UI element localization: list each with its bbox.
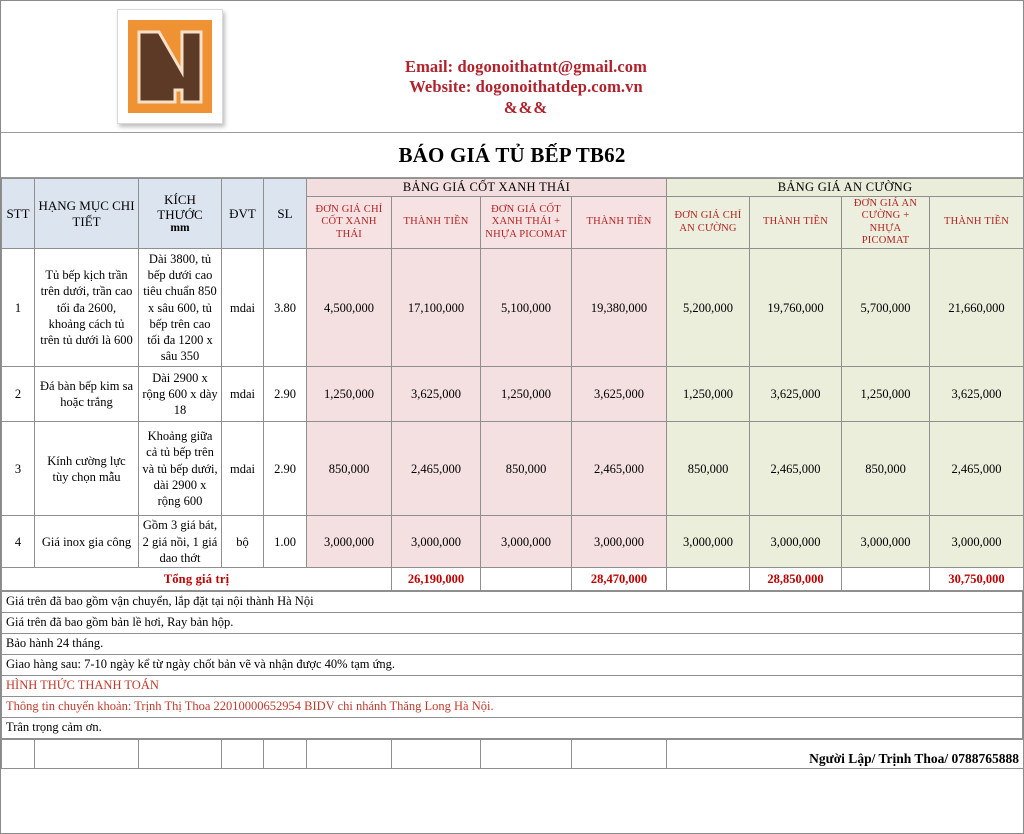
note-row [2,634,1023,655]
cell-pink-unit-1: 850,000 [307,422,392,516]
page-title: BÁO GIÁ TỦ BẾP TB62 [398,142,626,167]
total-label: Tổng giá trị [2,568,392,591]
table-row [2,422,1024,516]
total-pink-2: 28,470,000 [572,568,667,591]
footer-cell-6 [307,740,392,769]
document-header [1,1,1023,133]
total-green-gap-1 [667,568,750,591]
footer-cell-5 [264,740,307,769]
header-row-groups [2,179,1024,197]
group-header-cot-xanh-thai: BẢNG GIÁ CỐT XANH THÁI [307,179,667,197]
col-header-size-unit: mm [170,222,190,235]
contact-info [331,57,721,118]
col-header-size [139,179,222,249]
col-header-pink-unit-1: ĐƠN GIÁ CHỈ CỐT XANH THÁI [307,196,392,249]
cell-green-total-2: 2,465,000 [930,422,1024,516]
logo-orange-panel [128,20,212,113]
cell-green-unit-2: 5,700,000 [842,249,930,367]
note-thanks: Trân trọng cảm ơn. [2,718,1023,739]
footer-cell-1 [2,740,35,769]
signer-label: Người Lập/ Trịnh Thoa/ 0788765888 [667,740,1024,769]
col-header-green-total-2: THÀNH TIỀN [930,196,1024,249]
note-hardware: Giá trên đã bao gồm bản lề hơi, Ray bản hộp. [2,613,1023,634]
total-row [2,568,1024,591]
note-row [2,718,1023,739]
note-payment-heading: HÌNH THỨC THANH TOÁN [2,676,1023,697]
cell-dvt: mdai [222,367,264,422]
cell-green-total-2: 3,000,000 [930,516,1024,568]
cell-pink-total-2: 2,465,000 [572,422,667,516]
footer-cell-2 [35,740,139,769]
footer-cell-8 [481,740,572,769]
cell-size: Dài 2900 x rộng 600 x dày 18 [139,367,222,422]
cell-dvt: bộ [222,516,264,568]
col-header-green-total-1: THÀNH TIỀN [750,196,842,249]
cell-green-unit-1: 850,000 [667,422,750,516]
cell-pink-unit-2: 850,000 [481,422,572,516]
cell-stt: 2 [2,367,35,422]
cell-dvt: mdai [222,249,264,367]
cell-pink-total-2: 3,625,000 [572,367,667,422]
cell-pink-unit-2: 1,250,000 [481,367,572,422]
cell-item: Tủ bếp kịch trần trên dưới, trần cao tối đa 2600, khoảng cách tủ trên tủ dưới là 600 [35,249,139,367]
cell-stt: 3 [2,422,35,516]
cell-item: Giá inox gia công [35,516,139,568]
quotation-table [1,178,1024,591]
cell-green-total-1: 2,465,000 [750,422,842,516]
cell-pink-total-2: 19,380,000 [572,249,667,367]
cell-pink-unit-2: 3,000,000 [481,516,572,568]
total-green-2: 30,750,000 [930,568,1024,591]
col-header-size-main: KÍCH THƯỚC [157,191,203,222]
col-header-sl: SL [264,179,307,249]
col-header-green-unit-1: ĐƠN GIÁ CHỈ AN CƯỜNG [667,196,750,249]
logo-letter-n-icon [135,28,205,106]
note-row [2,613,1023,634]
note-row [2,592,1023,613]
cell-item: Đá bàn bếp kim sa hoặc trắng [35,367,139,422]
note-row [2,697,1023,718]
cell-size: Gồm 3 giá bát, 2 giá nồi, 1 giá dao thớt [139,516,222,568]
cell-green-total-1: 3,000,000 [750,516,842,568]
note-warranty: Bảo hành 24 tháng. [2,634,1023,655]
cell-item: Kính cường lực tùy chọn mẫu [35,422,139,516]
cell-pink-total-1: 2,465,000 [392,422,481,516]
col-header-item: HẠNG MỤC CHI TIẾT [35,179,139,249]
cell-pink-total-1: 17,100,000 [392,249,481,367]
cell-green-total-2: 3,625,000 [930,367,1024,422]
contact-ampersands: &&& [503,97,549,117]
note-row [2,676,1023,697]
cell-green-total-1: 3,625,000 [750,367,842,422]
cell-pink-total-1: 3,625,000 [392,367,481,422]
col-header-green-unit-2: ĐƠN GIÁ AN CƯỜNG + NHỰA PICOMAT [842,196,930,249]
cell-green-unit-1: 3,000,000 [667,516,750,568]
note-shipping: Giá trên đã bao gồm vận chuyển, lắp đặt tại nội thành Hà Nội [2,592,1023,613]
col-header-pink-total-2: THÀNH TIỀN [572,196,667,249]
total-green-gap-2 [842,568,930,591]
cell-size: Khoảng giữa cả tủ bếp trên và tủ bếp dưới, dài 2900 x rộng 600 [139,422,222,516]
company-logo [117,9,223,124]
note-bank-transfer: Thông tin chuyển khoản: Trịnh Thị Thoa 22010000652954 BIDV chi nhánh Thăng Long Hà Nội. [2,697,1023,718]
cell-green-unit-2: 850,000 [842,422,930,516]
col-header-dvt: ĐVT [222,179,264,249]
notes-table [1,591,1023,739]
cell-green-total-1: 19,760,000 [750,249,842,367]
cell-green-unit-1: 5,200,000 [667,249,750,367]
col-header-stt: STT [2,179,35,249]
footer-grid [1,739,1024,769]
table-row [2,367,1024,422]
footer-cell-7 [392,740,481,769]
cell-pink-unit-1: 3,000,000 [307,516,392,568]
total-green-1: 28,850,000 [750,568,842,591]
footer-cell-3 [139,740,222,769]
note-delivery: Giao hàng sau: 7-10 ngày kể từ ngày chốt bản vẽ và nhận được 40% tạm ứng. [2,655,1023,676]
title-band [1,133,1023,178]
table-row [2,249,1024,367]
cell-sl: 1.00 [264,516,307,568]
note-row [2,655,1023,676]
footer-cell-9 [572,740,667,769]
total-pink-gap [481,568,572,591]
cell-green-unit-1: 1,250,000 [667,367,750,422]
contact-email: Email: dogonoithatnt@gmail.com [404,57,648,76]
footer-row [2,740,1024,769]
cell-stt: 1 [2,249,35,367]
cell-pink-total-2: 3,000,000 [572,516,667,568]
total-pink-1: 26,190,000 [392,568,481,591]
cell-pink-unit-2: 5,100,000 [481,249,572,367]
cell-sl: 2.90 [264,422,307,516]
cell-pink-total-1: 3,000,000 [392,516,481,568]
group-header-an-cuong: BẢNG GIÁ AN CƯỜNG [667,179,1024,197]
cell-size: Dài 3800, tủ bếp dưới cao tiêu chuẩn 850 x sâu 600, tủ bếp trên cao tối đa 1200 x sâu 350 [139,249,222,367]
table-head [2,179,1024,249]
cell-sl: 3.80 [264,249,307,367]
contact-website: Website: dogonoithatdep.com.vn [409,77,643,97]
footer-cell-4 [222,740,264,769]
col-header-pink-total-1: THÀNH TIỀN [392,196,481,249]
cell-sl: 2.90 [264,367,307,422]
cell-dvt: mdai [222,422,264,516]
table-body [2,249,1024,591]
cell-green-unit-2: 1,250,000 [842,367,930,422]
col-header-pink-unit-2: ĐƠN GIÁ CỐT XANH THÁI + NHỰA PICOMAT [481,196,572,249]
cell-stt: 4 [2,516,35,568]
cell-green-total-2: 21,660,000 [930,249,1024,367]
table-row [2,516,1024,568]
cell-pink-unit-1: 4,500,000 [307,249,392,367]
cell-green-unit-2: 3,000,000 [842,516,930,568]
cell-pink-unit-1: 1,250,000 [307,367,392,422]
